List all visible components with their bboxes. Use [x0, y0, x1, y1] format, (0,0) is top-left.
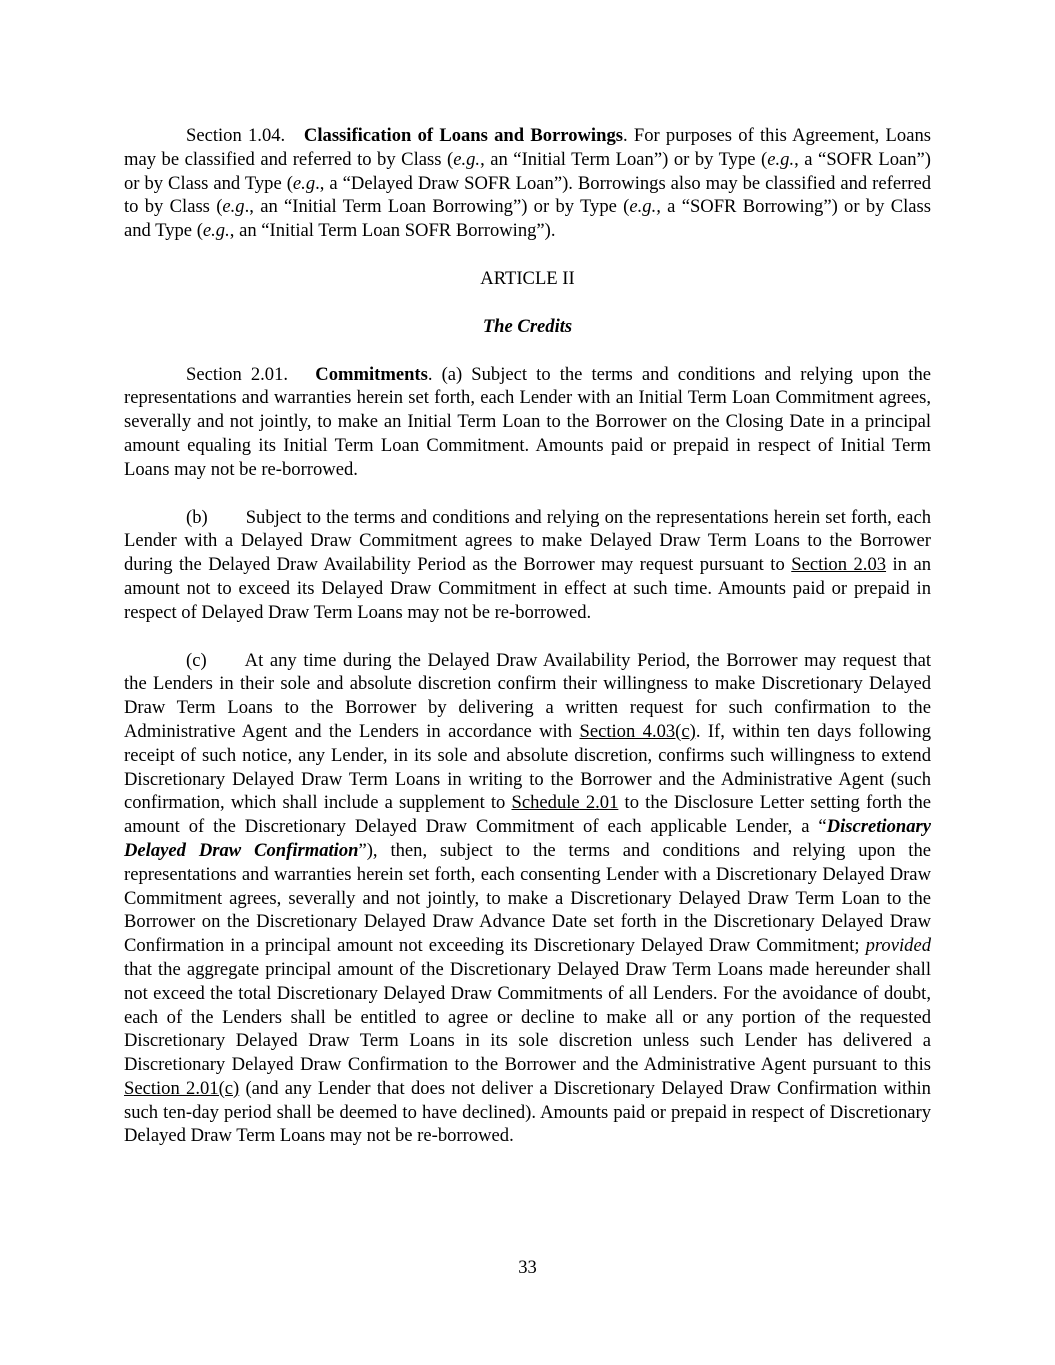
paragraph-label: (b)	[186, 506, 208, 528]
section-2-01: Section 2.01. Commitments. (a) Subject to the terms and conditions and relying upon the representations and warranties herein set forth, each Lender with an Initial Term Loan Commitment agrees, severally and not jointly, to make an Initial Term Loan to the Borrower on the Closing Date in a principal amount equaling its Initial Term Loan Commitment. Amounts paid or prepaid in respect of Initial Term Loans may not be re-borrowed.	[124, 363, 931, 480]
section-1-04: Section 1.04. Classification of Loans and Borrowings. For purposes of this Agreement, Loans may be classified and referred to by Class (e.g., an “Initial Term Loan”) or by Type (e.g., a “SOFR Loan”) or by Class and Type (e.g., a “Delayed Draw SOFR Loan”). Borrowings also may be classified and referred to by Class (e.g., an “Initial Term Loan Borrowing”) or by Type (e.g., a “SOFR Borrowing”) or by Class and Type (e.g., an “Initial Term Loan SOFR Borrowing”).	[124, 125, 932, 242]
page-number: 33	[518, 1257, 537, 1278]
section-title: Classification of Loans and Borrowings	[303, 125, 623, 146]
provided-term: provided	[865, 935, 931, 957]
defined-term: Discretionary Delayed Draw Confirmation	[124, 816, 931, 861]
paragraph-label: (c)	[186, 649, 207, 671]
article-title: The Credits	[482, 315, 573, 337]
schedule-2-01-ref: Schedule 2.01	[511, 792, 619, 814]
section-number: Section 2.01.	[186, 363, 289, 385]
section-4-03c-ref: Section 4.03(c)	[579, 720, 696, 742]
paragraph-c: (c) At any time during the Delayed Draw Availability Period, the Borrower may request that the Lenders in their sole and absolute discretion confirm their willingness to make Discretionary Delayed Draw Term Loans to the Borrower by delivering a written request for such confirmation to the Administrative Agent and the Lenders in accordance with Section 4.03(c). If, within ten days following receipt of such notice, any Lender, in its sole and absolute discretion, confirms such willingness to extend Discretionary Delayed Draw Term Loans in writing to the Borrower and the Administrative Agent (such confirmation, which shall include a supplement to Schedule 2.01 to the Disclosure Letter setting forth the amount of the Discretionary Delayed Draw Commitment of each applicable Lender, a “Discretionary Delayed Draw Confirmation”), then, subject to the terms and conditions and relying upon the representations and warranties herein set forth, each consenting Lender with a Discretionary Delayed Draw Commitment agrees, severally and not jointly, to make a Discretionary Delayed Draw Term Loan to the Borrower on the Discretionary Delayed Draw Advance Date set forth in the Discretionary Delayed Draw Confirmation in a principal amount not exceeding its Discretionary Delayed Draw Commitment; provided that the aggregate principal amount of the Discretionary Delayed Draw Term Loans made hereunder shall not exceed the total Discretionary Delayed Draw Commitments of all Lenders. For the avoidance of doubt, each of the Lenders shall be entitled to agree or decline to make all or any portion of the requested Discretionary Delayed Draw Term Loans in its sole discretion unless such Lender has delivered a Discretionary Delayed Draw Confirmation to the Borrower and the Administrative Agent pursuant to this Section 2.01(c) (and any Lender that does not deliver a Discretionary Delayed Draw Confirmation within such ten-day period shall be deemed to have declined). Amounts paid or prepaid in respect of Discretionary Delayed Draw Term Loans may not be re-borrowed.	[124, 649, 932, 1147]
section-title: Commitments	[315, 363, 428, 385]
section-2-03-ref: Section 2.03	[791, 554, 887, 576]
section-2-01c-ref: Section 2.01(c)	[124, 1077, 240, 1099]
paragraph-b: (b) Subject to the terms and conditions and relying on the representations herein set forth, each Lender with a Delayed Draw Commitment agrees to make Delayed Draw Term Loans to the Borrower during the Delayed Draw Availability Period as the Borrower may request pursuant to Section 2.03 in an amount not to exceed its Delayed Draw Commitment in effect at such time. Amounts paid or prepaid in respect of Delayed Draw Term Loans may not be re-borrowed.	[124, 506, 932, 623]
section-number: Section 1.04.	[186, 125, 286, 146]
document-page	[124, 124, 931, 1148]
article-heading: ARTICLE II	[480, 267, 575, 289]
